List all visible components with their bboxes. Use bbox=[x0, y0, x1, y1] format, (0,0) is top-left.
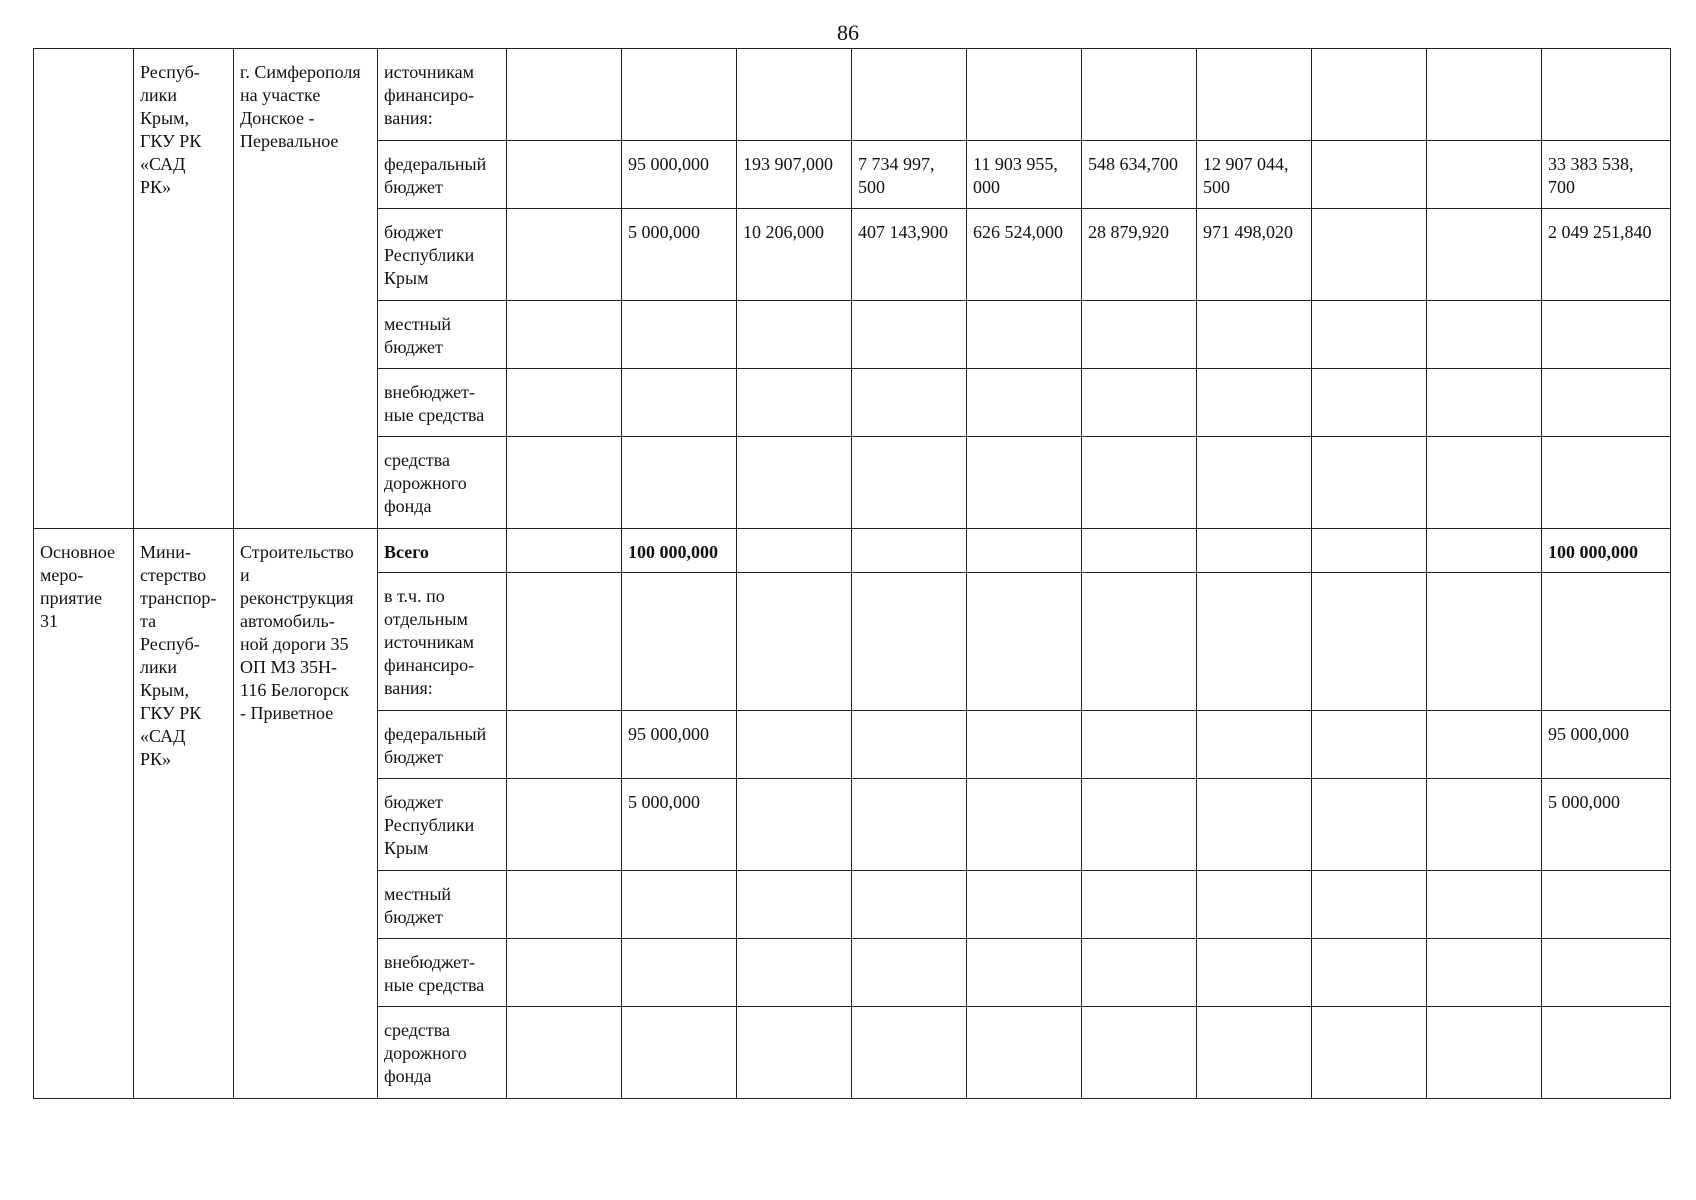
amount-cell bbox=[1082, 437, 1197, 529]
funding-source-cell bbox=[378, 1007, 507, 1099]
funding-source-line: вания: bbox=[384, 678, 433, 698]
funding-source-line: финансиро- bbox=[384, 85, 475, 105]
amount-cell bbox=[1082, 529, 1197, 573]
funding-source-line: Крым bbox=[384, 838, 429, 858]
amount-cell bbox=[1427, 939, 1542, 1007]
amount-cell bbox=[622, 437, 737, 529]
amount-cell: 33 383 538, 700 bbox=[1542, 141, 1671, 209]
executor-line: Респуб- bbox=[140, 634, 200, 654]
object-line: автомобиль- bbox=[240, 611, 335, 631]
amount-cell bbox=[1427, 529, 1542, 573]
amount-cell bbox=[1082, 301, 1197, 369]
funding-source-line: бюджет bbox=[384, 792, 443, 812]
amount-cell bbox=[1427, 871, 1542, 939]
amount-cell bbox=[622, 1007, 737, 1099]
amount-cell bbox=[1542, 573, 1671, 711]
amount-cell bbox=[737, 939, 852, 1007]
amount-cell bbox=[1427, 1007, 1542, 1099]
object-line: Донское - bbox=[240, 108, 315, 128]
funding-source-line: ные средства bbox=[384, 405, 485, 425]
amount-cell bbox=[1312, 1007, 1427, 1099]
executor-line: ГКУ РК bbox=[140, 703, 202, 723]
amount-cell bbox=[852, 529, 967, 573]
amount-cell bbox=[967, 369, 1082, 437]
executor-line: лики bbox=[140, 85, 177, 105]
amount-cell bbox=[737, 369, 852, 437]
amount-cell bbox=[1542, 301, 1671, 369]
amount-cell bbox=[622, 573, 737, 711]
amount-cell bbox=[507, 573, 622, 711]
amount-cell bbox=[507, 711, 622, 779]
amount-cell bbox=[1197, 871, 1312, 939]
executor-line: ГКУ РК bbox=[140, 131, 202, 151]
amount-cell bbox=[507, 779, 622, 871]
funding-source-line: в т.ч. по bbox=[384, 586, 445, 606]
amount-cell: 5 000,000 bbox=[1542, 779, 1671, 871]
amount-cell bbox=[1197, 369, 1312, 437]
amount-cell bbox=[1427, 141, 1542, 209]
amount-cell bbox=[1542, 369, 1671, 437]
funding-source-line: федеральный bbox=[384, 154, 487, 174]
amount-cell bbox=[1082, 49, 1197, 141]
amount-cell bbox=[1427, 49, 1542, 141]
amount-cell bbox=[1312, 301, 1427, 369]
amount-cell bbox=[1197, 301, 1312, 369]
amount-cell bbox=[1082, 369, 1197, 437]
amount-cell bbox=[1427, 301, 1542, 369]
funding-source-cell bbox=[378, 369, 507, 437]
amount-cell bbox=[852, 1007, 967, 1099]
amount-cell: 626 524,000 bbox=[967, 209, 1082, 301]
executor-cell bbox=[134, 529, 234, 1099]
amount-cell bbox=[1312, 871, 1427, 939]
amount-cell bbox=[1542, 437, 1671, 529]
amount-cell bbox=[1312, 209, 1427, 301]
executor-line: лики bbox=[140, 657, 177, 677]
financing-table bbox=[33, 48, 1671, 1099]
funding-source-line: Всего bbox=[384, 542, 429, 562]
amount-cell bbox=[852, 437, 967, 529]
amount-cell bbox=[507, 141, 622, 209]
amount-cell bbox=[1312, 529, 1427, 573]
amount-cell bbox=[1082, 711, 1197, 779]
amount-cell bbox=[1427, 779, 1542, 871]
amount-cell bbox=[737, 529, 852, 573]
funding-source-line: внебюджет- bbox=[384, 952, 476, 972]
amount-cell bbox=[1197, 437, 1312, 529]
amount-cell bbox=[507, 1007, 622, 1099]
amount-cell bbox=[1312, 369, 1427, 437]
amount-cell bbox=[622, 871, 737, 939]
object-line: и bbox=[240, 565, 250, 585]
funding-source-line: бюджет bbox=[384, 907, 443, 927]
funding-source-line: отдельным bbox=[384, 609, 468, 629]
object-line: реконструкция bbox=[240, 588, 354, 608]
amount-cell: 100 000,000 bbox=[1542, 529, 1671, 573]
funding-source-line: внебюджет- bbox=[384, 382, 476, 402]
amount-cell bbox=[1312, 49, 1427, 141]
amount-cell bbox=[1197, 779, 1312, 871]
executor-line: транспор- bbox=[140, 588, 217, 608]
amount-cell bbox=[1542, 1007, 1671, 1099]
amount-cell bbox=[1312, 779, 1427, 871]
amount-cell: 95 000,000 bbox=[622, 141, 737, 209]
funding-source-cell bbox=[378, 939, 507, 1007]
amount-cell bbox=[1427, 437, 1542, 529]
funding-source-cell bbox=[378, 49, 507, 141]
amount-cell bbox=[737, 1007, 852, 1099]
amount-cell bbox=[507, 939, 622, 1007]
funding-source-cell bbox=[378, 711, 507, 779]
amount-cell bbox=[1197, 49, 1312, 141]
funding-source-line: средства bbox=[384, 450, 451, 470]
funding-source-line: федеральный bbox=[384, 724, 487, 744]
amount-cell: 10 206,000 bbox=[737, 209, 852, 301]
amount-cell bbox=[1312, 141, 1427, 209]
amount-cell bbox=[737, 573, 852, 711]
executor-line: Респуб- bbox=[140, 62, 200, 82]
funding-source-cell bbox=[378, 301, 507, 369]
measure-cell bbox=[34, 529, 134, 1099]
funding-source-line: Республики bbox=[384, 245, 475, 265]
amount-cell bbox=[507, 529, 622, 573]
amount-cell: 193 907,000 bbox=[737, 141, 852, 209]
funding-source-line: источникам bbox=[384, 632, 474, 652]
amount-cell bbox=[507, 49, 622, 141]
executor-line: Крым, bbox=[140, 680, 189, 700]
executor-line: стерство bbox=[140, 565, 207, 585]
amount-cell bbox=[1427, 369, 1542, 437]
executor-line: Мини- bbox=[140, 542, 191, 562]
object-line: Строительство bbox=[240, 542, 354, 562]
funding-source-line: финансиро- bbox=[384, 655, 475, 675]
amount-cell bbox=[1197, 1007, 1312, 1099]
amount-cell bbox=[1542, 49, 1671, 141]
amount-cell: 95 000,000 bbox=[1542, 711, 1671, 779]
funding-source-line: источникам bbox=[384, 62, 474, 82]
amount-cell bbox=[1312, 939, 1427, 1007]
object-line: ной дороги 35 bbox=[240, 634, 349, 654]
amount-cell bbox=[967, 573, 1082, 711]
object-line: ОП МЗ 35Н- bbox=[240, 657, 338, 677]
amount-cell bbox=[967, 871, 1082, 939]
funding-source-cell bbox=[378, 871, 507, 939]
amount-cell bbox=[737, 437, 852, 529]
amount-cell bbox=[507, 437, 622, 529]
table-row bbox=[34, 529, 1671, 573]
funding-source-line: Республики bbox=[384, 815, 475, 835]
funding-source-cell bbox=[378, 437, 507, 529]
amount-cell bbox=[967, 779, 1082, 871]
funding-source-line: бюджет bbox=[384, 177, 443, 197]
funding-source-line: ные средства bbox=[384, 975, 485, 995]
funding-source-line: бюджет bbox=[384, 747, 443, 767]
amount-cell bbox=[852, 301, 967, 369]
amount-cell: 7 734 997, 500 bbox=[852, 141, 967, 209]
executor-line: «САД bbox=[140, 154, 186, 174]
amount-cell bbox=[967, 1007, 1082, 1099]
funding-source-line: фонда bbox=[384, 496, 432, 516]
amount-cell bbox=[737, 49, 852, 141]
amount-cell bbox=[1197, 939, 1312, 1007]
amount-cell bbox=[967, 301, 1082, 369]
object-line: г. Симферополя bbox=[240, 62, 361, 82]
funding-source-cell bbox=[378, 529, 507, 573]
amount-cell bbox=[967, 49, 1082, 141]
page-number: 86 bbox=[837, 20, 859, 45]
amount-cell bbox=[1082, 871, 1197, 939]
amount-cell bbox=[622, 939, 737, 1007]
funding-source-line: фонда bbox=[384, 1066, 432, 1086]
funding-source-line: Крым bbox=[384, 268, 429, 288]
funding-source-line: вания: bbox=[384, 108, 433, 128]
amount-cell bbox=[507, 871, 622, 939]
funding-source-line: местный bbox=[384, 884, 452, 904]
amount-cell bbox=[507, 301, 622, 369]
amount-cell: 12 907 044, 500 bbox=[1197, 141, 1312, 209]
amount-cell bbox=[737, 871, 852, 939]
amount-cell bbox=[1312, 437, 1427, 529]
amount-cell bbox=[1542, 939, 1671, 1007]
amount-cell bbox=[967, 711, 1082, 779]
amount-cell bbox=[737, 779, 852, 871]
amount-cell bbox=[967, 529, 1082, 573]
amount-cell bbox=[622, 369, 737, 437]
amount-cell bbox=[852, 871, 967, 939]
amount-cell bbox=[852, 779, 967, 871]
amount-cell bbox=[1197, 529, 1312, 573]
object-line: - Приветное bbox=[240, 703, 334, 723]
executor-line: РК» bbox=[140, 177, 172, 197]
funding-source-line: местный bbox=[384, 314, 452, 334]
amount-cell: 100 000,000 bbox=[622, 529, 737, 573]
amount-cell bbox=[852, 369, 967, 437]
funding-source-cell bbox=[378, 141, 507, 209]
amount-cell bbox=[852, 49, 967, 141]
executor-line: «САД bbox=[140, 726, 186, 746]
amount-cell bbox=[1427, 209, 1542, 301]
amount-cell bbox=[852, 573, 967, 711]
amount-cell bbox=[967, 437, 1082, 529]
measure-line: 31 bbox=[40, 611, 58, 631]
amount-cell bbox=[1312, 711, 1427, 779]
executor-line: Крым, bbox=[140, 108, 189, 128]
amount-cell bbox=[1312, 573, 1427, 711]
amount-cell: 5 000,000 bbox=[622, 779, 737, 871]
funding-source-cell bbox=[378, 209, 507, 301]
amount-cell: 28 879,920 bbox=[1082, 209, 1197, 301]
amount-cell: 95 000,000 bbox=[622, 711, 737, 779]
executor-cell bbox=[134, 49, 234, 529]
funding-source-cell bbox=[378, 779, 507, 871]
amount-cell bbox=[1197, 711, 1312, 779]
amount-cell bbox=[507, 369, 622, 437]
amount-cell: 548 634,700 bbox=[1082, 141, 1197, 209]
object-line: на участке bbox=[240, 85, 321, 105]
amount-cell bbox=[1082, 939, 1197, 1007]
amount-cell: 971 498,020 bbox=[1197, 209, 1312, 301]
amount-cell: 11 903 955, 000 bbox=[967, 141, 1082, 209]
amount-cell bbox=[1082, 779, 1197, 871]
amount-cell bbox=[1427, 711, 1542, 779]
measure-cell bbox=[34, 49, 134, 529]
funding-source-line: дорожного bbox=[384, 1043, 467, 1063]
amount-cell bbox=[1197, 573, 1312, 711]
executor-line: та bbox=[140, 611, 157, 631]
object-line: Перевальное bbox=[240, 131, 339, 151]
amount-cell bbox=[1542, 871, 1671, 939]
amount-cell bbox=[852, 711, 967, 779]
executor-line: РК» bbox=[140, 749, 172, 769]
amount-cell: 5 000,000 bbox=[622, 209, 737, 301]
measure-line: приятие bbox=[40, 588, 103, 608]
funding-source-line: бюджет bbox=[384, 222, 443, 242]
funding-source-cell bbox=[378, 573, 507, 711]
object-cell bbox=[234, 529, 378, 1099]
amount-cell bbox=[852, 939, 967, 1007]
funding-source-line: дорожного bbox=[384, 473, 467, 493]
amount-cell bbox=[1082, 573, 1197, 711]
amount-cell bbox=[622, 49, 737, 141]
amount-cell bbox=[1427, 573, 1542, 711]
amount-cell bbox=[1082, 1007, 1197, 1099]
amount-cell bbox=[507, 209, 622, 301]
object-line: 116 Белогорск bbox=[240, 680, 349, 700]
funding-source-line: бюджет bbox=[384, 337, 443, 357]
amount-cell bbox=[622, 301, 737, 369]
table-row bbox=[34, 49, 1671, 141]
amount-cell: 2 049 251,840 bbox=[1542, 209, 1671, 301]
amount-cell bbox=[737, 301, 852, 369]
amount-cell: 407 143,900 bbox=[852, 209, 967, 301]
amount-cell bbox=[967, 939, 1082, 1007]
measure-line: меро- bbox=[40, 565, 84, 585]
object-cell bbox=[234, 49, 378, 529]
measure-line: Основное bbox=[40, 542, 115, 562]
funding-source-line: средства bbox=[384, 1020, 451, 1040]
amount-cell bbox=[737, 711, 852, 779]
